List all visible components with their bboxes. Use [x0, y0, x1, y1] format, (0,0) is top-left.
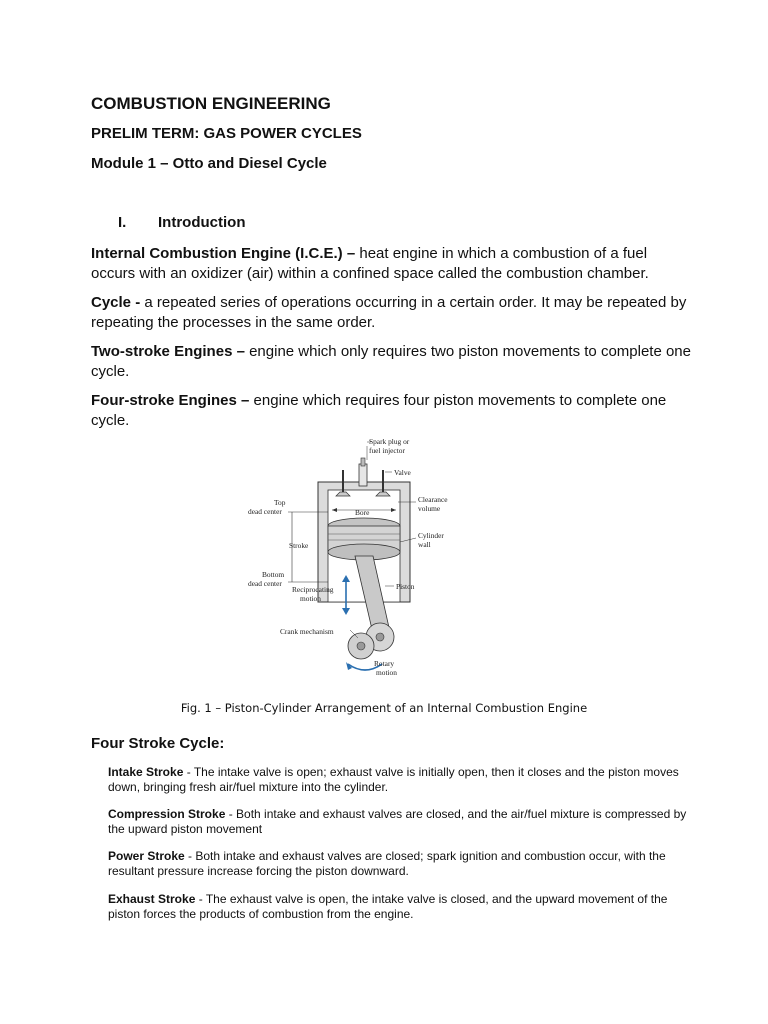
definition-text: engine which requires four piston movements to complete one cycle. [91, 392, 667, 429]
label-crank-mechanism: Crank mechanism [280, 627, 334, 636]
definition-ice [91, 244, 691, 283]
label-reciprocating: Reciprocating [292, 585, 334, 594]
stroke-intake [108, 765, 688, 795]
definition-term: Four-stroke Engines – [91, 392, 250, 409]
stroke-power [108, 849, 688, 879]
module-heading: Module 1 – Otto and Diesel Cycle [91, 155, 327, 172]
label-top: Top [274, 498, 286, 507]
definition-text: heat engine in which a combustion of a fuel occurs with an oxidizer (air) within a confined space called the combustion chamber. [91, 245, 649, 282]
label-motion: motion [300, 594, 321, 603]
stroke-text: - The exhaust valve is open, the intake valve is closed, and the upward movement of the piston forces the products of combustion from the engine. [108, 892, 668, 921]
label-spark-plug: Spark plug or [369, 437, 410, 446]
section-title: Introduction [158, 214, 246, 231]
stroke-name: Exhaust Stroke [108, 892, 196, 906]
definition-text: a repeated series of operations occurring in a certain order. It may be repeated by repeating the processes in the same order. [91, 294, 687, 331]
definition-four-stroke [91, 391, 691, 430]
label-clearance: Clearance [418, 495, 448, 504]
stroke-compression [108, 807, 688, 837]
label-volume: volume [418, 504, 441, 513]
label-rotary-motion: motion [376, 668, 397, 677]
label-valve: Valve [394, 468, 411, 477]
label-wall: wall [418, 540, 431, 549]
stroke-text: - Both intake and exhaust valves are closed; spark ignition and combustion occur, with the resultant pressure increase forcing the piston downward. [108, 849, 666, 878]
stroke-text: - The intake valve is open; exhaust valve is initially open, then it closes and the piston moves down, bringing fresh air/fuel mixture into the cylinder. [108, 765, 679, 794]
label-dead-center-bottom: dead center [248, 579, 282, 588]
piston-cylinder-figure [240, 432, 470, 682]
definition-term: Two-stroke Engines – [91, 343, 245, 360]
definition-term: Cycle - [91, 294, 141, 311]
section-heading [118, 214, 245, 231]
label-rotary: Rotary [374, 659, 395, 668]
stroke-exhaust [108, 892, 688, 922]
label-dead-center-top: dead center [248, 507, 282, 516]
stroke-name: Power Stroke [108, 849, 185, 863]
document-title: COMBUSTION ENGINEERING [91, 94, 331, 113]
label-fuel-injector: fuel injector [369, 446, 405, 455]
stroke-text: - Both intake and exhaust valves are closed, and the air/fuel mixture is compressed by the upward piston movement [108, 807, 687, 836]
definition-text: engine which only requires two piston movements to complete one cycle. [91, 343, 691, 380]
label-cylinder: Cylinder [418, 531, 444, 540]
label-stroke: Stroke [289, 541, 309, 550]
figure-caption: Fig. 1 – Piston-Cylinder Arrangement of an Internal Combustion Engine [180, 701, 588, 715]
label-bore: Bore [355, 508, 370, 517]
stroke-name: Compression Stroke [108, 807, 226, 821]
four-stroke-heading: Four Stroke Cycle: [91, 735, 225, 752]
label-bottom: Bottom [262, 570, 285, 579]
section-number: I. [118, 214, 127, 231]
definition-cycle [91, 293, 691, 332]
label-piston: Piston [396, 582, 415, 591]
term-heading: PRELIM TERM: GAS POWER CYCLES [91, 125, 362, 142]
stroke-name: Intake Stroke [108, 765, 184, 779]
definition-term: Internal Combustion Engine (I.C.E.) – [91, 245, 356, 262]
definition-two-stroke [91, 342, 691, 381]
